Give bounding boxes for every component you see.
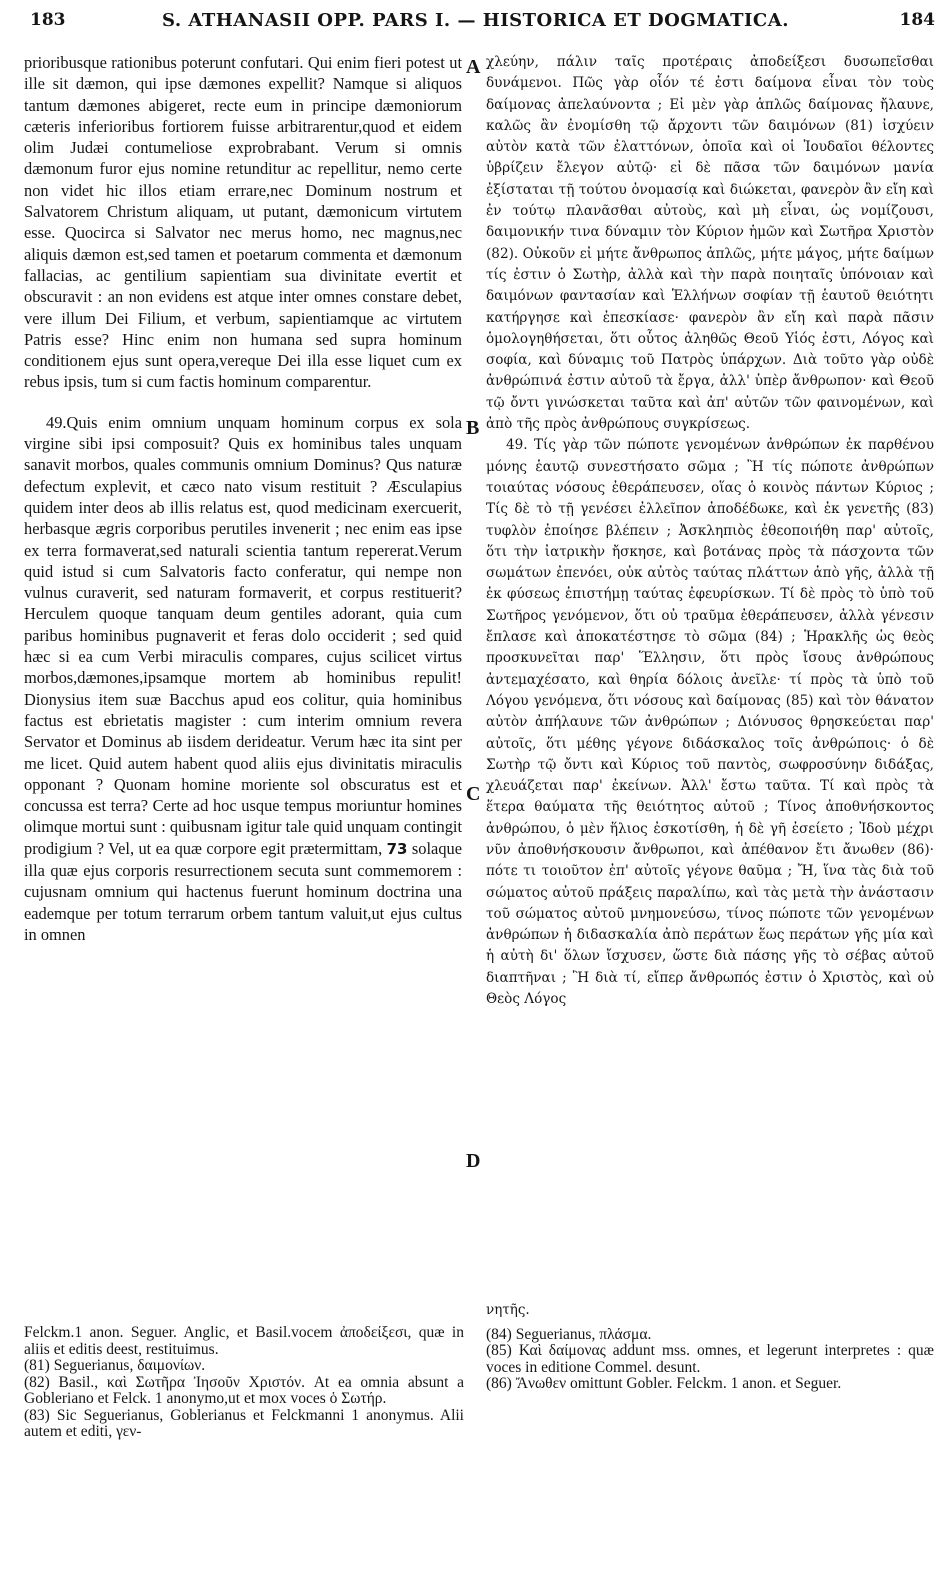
footnote: (85) Καὶ δαίμονας addunt mss. omnes, et legerunt interpretes : quæ voces in editione Commel. desunt. xyxy=(486,1342,934,1376)
footnote: (81) Seguerianus, δαιμονίων. xyxy=(24,1357,206,1374)
margin-marker-c: C xyxy=(466,783,481,805)
margin-marker-a: A xyxy=(466,56,481,78)
running-title: S. ATHANASII OPP. PARS I. — HISTORICA ET DOGMATICA. xyxy=(162,10,789,31)
greek-column xyxy=(486,52,934,1010)
footnotes-right xyxy=(486,1302,934,1393)
margin-marker-d: D xyxy=(466,1150,481,1172)
column-number: 73 xyxy=(386,839,408,858)
footnote: (82) Basil., καὶ Σωτῆρα Ἰησοῦν Χριστόν. At ea omnia absunt a Gobleriano et Felck. 1 anonymo,ut et mox voces ὁ Σωτήρ. xyxy=(24,1373,464,1407)
latin-column xyxy=(24,52,462,945)
footnotes-left xyxy=(24,1325,464,1441)
latin-paragraph-2-start: 49.Quis enim omnium unquam hominum corpus ex sola virgine sibi ipsi composuit? Quis ex hominibus tales unquam sanavit morbos, quales communis omnium Dominus? Qus naturæ defectum explevit, et cæco nato visum restituit ? Æsculapius quidem inter deos ab illis relatus est, quod medicinam exercuerit, herbasque ægris corporibus perutiles invenerit ; nec enim eas ipse ex terra formaverat,sed naturali scientia tantum repererat.Verum quid istud si cum Salvatoris facto conferatur, qui nempe non vulnus curaverit, sed naturam formaverit, et corpus restituerit? Herculem quoque tanquam deum gentiles adorant, quia cum paribus hominibus pugnaverit et feras dolo occiderit ; sed quid hæc si ea cum Verbi miraculis compares, cujus scilicet virtus morbos,dæmones,ipsamque mortem ab hominibus repulit! Dionysius item suæ Bacchus apud eos colitur, quia hominibus factus est ebrietatis magister : cum interim omnium revera Servator et Dominus ab iisdem derideatur. Verum hæc ita sint per me licet. Quid autem habent quod aliis ejus divinitatis miraculis opponant ? Quonam homine moriente sol obscuratus est et concussa est terra? Certe ad hoc usque tempus moriuntur homines olimque mortui sunt : quibusnam igitur tale quid unquam contingit prodigium ? Vel, ut ea quæ corpore egit prætermittam, xyxy=(24,412,462,858)
page-number-left: 183 xyxy=(30,10,66,30)
page-number-right: 184 xyxy=(899,10,935,30)
footnote: (84) Seguerianus, πλάσμα. xyxy=(486,1325,652,1343)
latin-paragraph-1: prioribusque rationibus poterunt confutari. Qui enim fieri potest ut ille sit dæmon, qui ipse dæmones expellit? Namque si aliquos tantum dæmones abigeret, recte eum in principe dæmoniorum cæteris inferioribus fortiorem fuisse arbitrarentur,quod et eidem olim Judæi contumeliose exprobrabant. Verum si omnis dæmonum furor ejus nomine retunditur ac repellitur, nemo certe non videt hic illos etiam errare,nec Dominum nostrum et Salvatorem Christum aliquam, ut putant, dæmonicum virtutem esse. Quocirca si Salvator nec merus homo, nec magnus,nec aliquis dæmon est,sed tamen et poetarum commenta et dæmonum fallacias, ac gentilium sapientiam sua divinitate evertit et obscuravit : an non evidens est atque inter omnes constare debet, vere illum Dei Filium, et verbum, sapientiamque ac virtutem Patris esse? Hinc enim non humana sed supra hominum conditionem ejus sunt opera,vereque Dei illa esse liquet cum ex rebus ipsis, tum si cum factis hominum comparentur. xyxy=(24,53,462,392)
latin-paragraph-2 xyxy=(24,412,462,945)
footnote: (83) Sic Seguerianus, Goblerianus et Felckmanni 1 anonymus. Alii autem et editi, γεν- xyxy=(24,1406,464,1440)
footnote: (86) Ἄνωθεν omittunt Gobler. Felckm. 1 anon. et Seguer. xyxy=(486,1375,842,1392)
footnote-continuation: νητῆς. xyxy=(486,1302,530,1318)
greek-paragraph-2: 49. Τίς γὰρ τῶν πώποτε γενομένων ἀνθρώπων ἐκ παρθένου μόνης ἑαυτῷ συνεστήσατο σῶμα ; Ἢ τίς πώποτε ἀνθρώπων τοιαύτας νόσους ἐθεράπευσεν, οἵας ὁ κοινὸς πάντων Κύριος ; Τίς δὲ τὸ τῇ γενέσει ἐλλεῖπον ἀποδέδωκε, καὶ ἐκ γενετῆς (83) τυφλὸν ἐποίησε βλέπειν ; Ἀσκληπιὸς ἐθεοποιήθη παρ' αὐτοῖς, ὅτι τὴν ἰατρικὴν ἤσκησε, καὶ βοτάνας πρὸς τὰ πάσχοντα τῶν σωμάτων ἐπενόει, οὐκ αὐτὸς ταύτας πλάττων ἀπὸ γῆς, ἀλλὰ τῇ ἐκ φύσεως ἐπιστήμῃ ταύτας ἐφευρίσκων. Τί δὲ πρὸς τὸ ὑπὸ τοῦ Σωτῆρος γενόμενον, ὅτι οὐ τραῦμα ἐθεράπευσεν, ἀλλὰ γένεσιν ἔπλασε καὶ ἀποκατέστησε τὸ σῶμα (84) ; Ἡρακλῆς ὡς θεὸς προσκυνεῖται παρ' Ἕλλησιν, ὅτι πρὸς ἴσους ἀνθρώπους ἀντεμαχέσατο, καὶ θηρία δόλοις ἀνεῖλε· τί πρὸς τὰ ὑπὸ τοῦ Λόγου γενόμενα, ὅτι νόσους καὶ δαίμονας (85) καὶ τὸν θάνατον αὐτὸν ἀπήλαυνε τῶν ἀνθρώπων ; Διόνυσος θρησκεύεται παρ' αὐτοῖς, ὅτι μέθης γέγονε διδάσκαλος τοῖς ἀνθρώποις· ὁ δὲ Σωτὴρ τῷ ὄντι καὶ Κύριος τοῦ παντὸς, σωφροσύνην διδάξας, χλευάζεται παρ' ἐκείνων. Ἀλλ' ἔστω ταῦτα. Τί καὶ πρὸς τὰ ἕτερα θαύματα τῆς θειότητος αὐτοῦ ; Τίνος ἀποθνήσκοντος ἀνθρώπου, ὁ μὲν ἥλιος ἐσκοτίσθη, ἡ δὲ γῆ ἐσείετο ; Ἰδοὺ μέχρι νῦν ἀποθνήσκουσιν ἄνθρωποι, καὶ ἀπέθανον ἔτι ἄνωθεν (86)· πότε τι τοιοῦτον ἐπ' αὐτοῖς γέγονε θαῦμα ; Ἤ, ἵνα τὰς διὰ τοῦ σώματος αὐτοῦ πράξεις παραλίπω, καὶ τὰς μετὰ τὴν ἀνάστασιν τοῦ σώματος αὐτοῦ μνημονεύσω, τίνος πώποτε τῶν γενομένων ἀνθρώπων ἡ διδασκαλία ἀπὸ περάτων ἕως περάτων γῆς μία καὶ ἡ αὐτὴ δι' ὅλων ἴσχυσεν, ὥστε διὰ πάσης γῆς τὸ σέβας αὐτοῦ διαπτῆναι ; Ἢ διὰ τί, εἴπερ ἄνθρωπός ἐστιν ὁ Χριστὸς, καὶ οὐ Θεὸς Λόγος xyxy=(486,437,934,1008)
latin-paragraph-2-end: solaque illa quæ ejus corporis resurrectionem secuta sunt commemorem : cujusnam omnium qui hactenus fuerunt hominum doctrina una eademque per totum terrarum orbem tantum valuit,ut ejus cultus in omnen xyxy=(24,838,462,944)
footnote: Felckm.1 anon. Seguer. Anglic, et Basil.vocem ἀποδείξεσι, quæ in aliis et editis deest, restituimus. xyxy=(24,1324,464,1358)
margin-marker-b: B xyxy=(466,417,480,439)
greek-paragraph-1: χλεύην, πάλιν ταῖς προτέραις ἀποδείξεσι δυσωπεῖσθαι δυνάμενοι. Πῶς γὰρ οἷόν τέ ἐστι δαίμονα εἶναι τὸν τοὺς δαίμονας ἀπελαύνοντα ; Εἰ μὲν γὰρ ἁπλῶς δαίμονας ἤλαυνε, καλῶς ἂν ἐνομίσθη τῷ ἄρχοντι τῶν δαιμόνων (81) ἰσχύειν αὐτὸν κατὰ τῶν ἐλαττόνων, ὁποῖα καὶ οἱ Ἰουδαῖοι θέλοντες ὑβρίζειν ἔλεγον αὐτῷ· εἰ δὲ πᾶσα τῶν δαιμόνων μανία ἐξίσταται τῇ τούτου ὀνομασίᾳ καὶ διώκεται, φανερὸν ἂν εἴη καὶ ἐν τούτῳ πλανᾶσθαι αὐτοὺς, καὶ μὴ εἶναι, ὡς νομίζουσι, δαιμονικήν τινα δύναμιν τὸν Κύριον ἡμῶν καὶ Σωτῆρα Χριστὸν (82). Οὐκοῦν εἰ μήτε ἄνθρωπος ἁπλῶς, μήτε μάγος, μήτε δαίμων τίς ἐστιν ὁ Σωτὴρ, ἀλλὰ καὶ τὴν παρὰ ποιηταῖς ὑπόνοιαν καὶ δαιμόνων φαντασίαν καὶ Ἑλλήνων σοφίαν τῇ ἑαυτοῦ θειότητι κατήργησε καὶ ἐπεσκίασε· φανερὸν ἂν εἴη καὶ παρὰ πᾶσιν ὁμολογηθήσεται, ὅτι οὗτος ἀληθῶς Θεοῦ Υἱός ἐστι, Λόγος καὶ σοφία, καὶ δύναμις τοῦ Πατρὸς ὑπάρχων. Διὰ τοῦτο γὰρ οὐδὲ ἀνθρώπινά ἐστιν αὐτοῦ τὰ ἔργα, ἀλλ' ὑπὲρ ἄνθρωπον· καὶ Θεοῦ τῷ ὄντι γινώσκεται ταῦτα καὶ ἀπ' αὐτῶν τῶν φαινομένων, καὶ ἀπὸ τῆς πρὸς ἀνθρώπους συγκρίσεως. xyxy=(486,54,934,433)
